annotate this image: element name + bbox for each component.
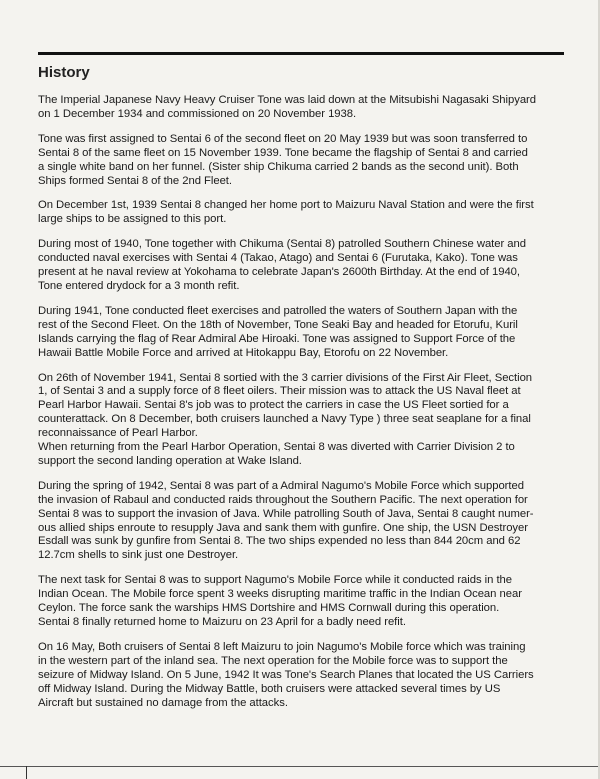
paragraph-2: Tone was first assigned to Sentai 6 of the second fleet on 20 May 1939 but was soon transferred to Sentai 8 of the same fleet on 15 November 1939. Tone became the flagship of Sentai 8 and carried a single white band on her funnel. (Sister ship Chikuma carried 2 bands as the second unit). Both Ships formed Sentai 8 of the 2nd Fleet. xyxy=(38,132,528,187)
paragraph-5: During 1941, Tone conducted fleet exercises and patrolled the waters of Southern Japan with the rest of the Second Fleet. On the 18th of November, Tone Seaki Bay and headed for Etorufu, Kuril Islands carrying the flag of Rear Admiral Abe Hiroaki. Tone was assigned to Support Force of the Hawaii Battle Mobile Force and arrived at Hitokappu Bay, Etorofu on 22 November. xyxy=(38,304,518,359)
paragraph-10: On 16 May, Both cruisers of Sentai 8 left Maizuru to join Nagumo's Mobile force which was training in the western part of the inland sea. The next operation for the Mobile force was to support the seizure of Midway Island. On 5 June, 1942 It was Tone's Search Planes that located the US Carriers off Midway Island. During the Midway Battle, both cruisers were attacked several times by US Aircraft but sustained no damage from the attacks. xyxy=(38,640,534,709)
paragraph-9: The next task for Sentai 8 was to support Nagumo's Mobile Force while it conducted raids in the Indian Ocean. The Mobile force spent 3 weeks disrupting maritime traffic in the Indian Ocean near Ceylon. The force sank the warships HMS Dortshire and HMS Cornwall during this operation. Sentai 8 finally returned home to Maizuru on 23 April for a badly need refit. xyxy=(38,574,522,628)
paragraph-1: The Imperial Japanese Navy Heavy Cruiser Tone was laid down at the Mitsubishi Nagasaki Shipyard on 1 December 1934 and commissioned on 20 November 1938. xyxy=(38,94,537,120)
paragraph-4: During most of 1940, Tone together with Chikuma (Sentai 8) patrolled Southern Chinese water and conducted naval exercises with Sentai 4 (Takao, Atago) and Sentai 6 (Furutaka, Kako). Tone was present at he naval review at Yokohama to celebrate Japan's 2600th Birthday. At the end of 1940, Tone entered drydock for a 3 month refit. xyxy=(38,238,526,292)
bottom-rule xyxy=(0,766,600,767)
margin-tick xyxy=(26,766,27,779)
paragraph-7: When returning from the Pearl Harbor Operation, Sentai 8 was diverted with Carrier Division 2 to support the second landing operation at Wake Island. xyxy=(38,441,515,467)
paragraph-3: On December 1st, 1939 Sentai 8 changed her home port to Maizuru Naval Station and were the first large ships to be assigned to this port. xyxy=(38,199,534,226)
section-heading: History xyxy=(38,64,90,81)
paragraph-8: During the spring of 1942, Sentai 8 was part of a Admiral Nagumo's Mobile Force which supported the invasion of Rabaul and conducted raids throughout the Southern Pacific. The next operation for Sentai 8 was to support the invasion of Java. While patrolling South of Java, Sentai 8 caught numer- ous allied ships enroute to resupply Java and sank them with gunfire. One ship, the USN Destroyer Esdall was sunk by gunfire from Sentai 8. The two ships expended no less than 844 20cm and 62 12.7cm shells to sink just one Destroyer. xyxy=(38,479,534,562)
history-text xyxy=(38,94,568,721)
top-rule xyxy=(38,52,564,55)
paragraph-6: On 26th of November 1941, Sentai 8 sortied with the 3 carrier divisions of the First Air Fleet, Section 1, of Sentai 3 and a supply force of 8 fleet oilers. Their mission was to attack the US Naval fleet at Pearl Harbor Hawaii. Sentai 8's job was to protect the carriers in case the US Fleet sortied for a counterattack. On 8 December, both cruisers launched a Navy Type ) three seat seaplane for a final reconnaissance of Pearl Harbor. xyxy=(38,371,533,440)
